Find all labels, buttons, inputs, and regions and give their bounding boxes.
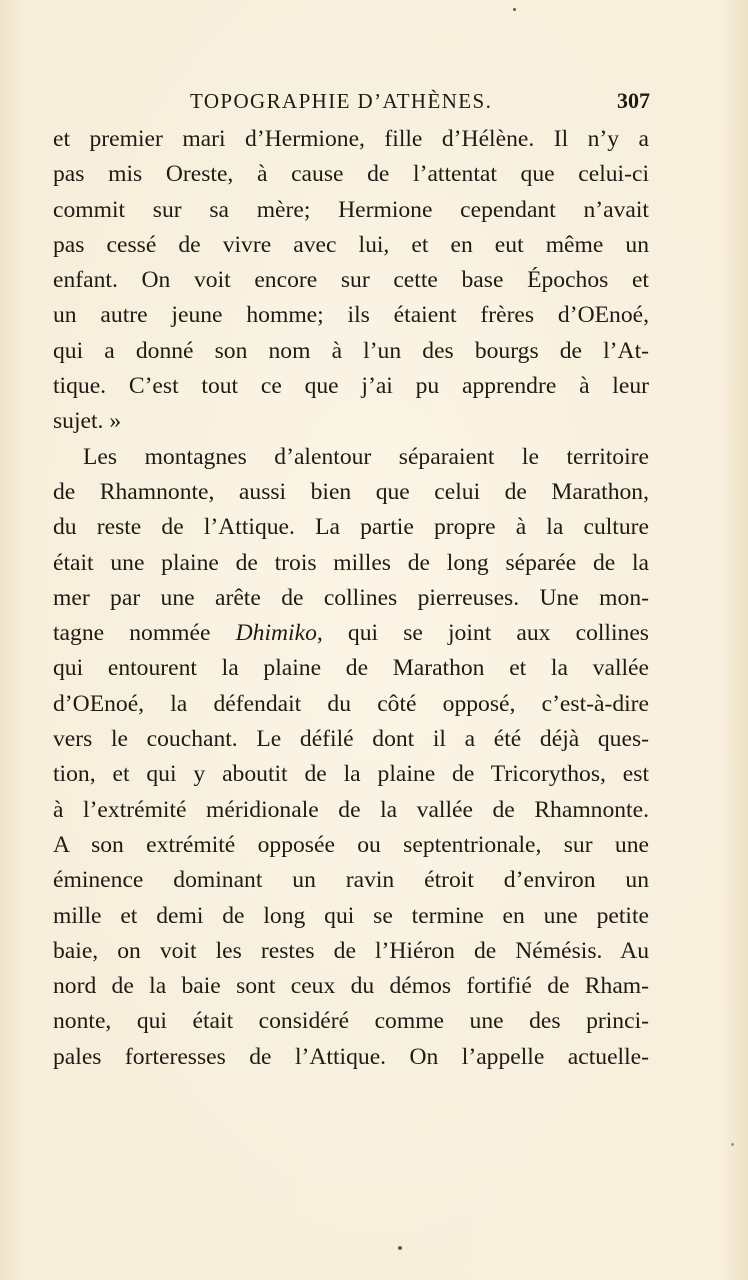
text-line: sujet. » — [53, 408, 122, 435]
text-line: pas mis Oreste, à cause de l’attentat que celui-ci — [53, 161, 649, 188]
text-line: d’OEnoé, la défendait du côté opposé, c’est-à-dire — [53, 690, 649, 717]
text-line: éminence dominant un ravin étroit d’environ un — [53, 867, 649, 894]
text-line: commit sur sa mère; Hermione cependant n’avait — [53, 196, 649, 223]
paper-speck — [513, 8, 516, 11]
text-segment: tagne nommée — [53, 620, 211, 647]
paragraph-first-line: Les montagnes d’alentour séparaient le territoire — [83, 443, 649, 470]
running-title: TOPOGRAPHIE D’ATHÈNES. — [190, 89, 493, 113]
text-line: baie, on voit les restes de l’Hiéron de Némésis. Au — [53, 937, 649, 964]
italic-place-name: Dhimiko, — [235, 620, 323, 647]
text-line: mille et demi de long qui se termine en une petite — [53, 902, 649, 929]
paper-speck — [398, 1246, 402, 1250]
text-line: pas cessé de vivre avec lui, et en eut même un — [53, 231, 649, 258]
text-segment: qui se joint aux collines — [347, 620, 649, 647]
text-line: tique. C’est tout ce que j’ai pu apprendre à leur — [53, 373, 649, 400]
text-line-with-italic — [53, 616, 649, 651]
text-line: nord de la baie sont ceux du démos fortifié de Rham- — [53, 973, 649, 1000]
text-line: qui entourent la plaine de Marathon et la vallée — [53, 655, 649, 682]
page-number: 307 — [617, 88, 650, 113]
text-line: un autre jeune homme; ils étaient frères d’OEnoé, — [53, 302, 649, 329]
text-line: à l’extrémité méridionale de la vallée de Rhamnonte. — [53, 796, 649, 823]
paper-speck — [731, 1143, 734, 1146]
text-line: tion, et qui y aboutit de la plaine de Tricorythos, est — [53, 761, 649, 788]
text-line: nonte, qui était considéré comme une des princi- — [53, 1008, 649, 1035]
text-line: enfant. On voit encore sur cette base Épochos et — [53, 267, 649, 294]
text-line: était une plaine de trois milles de long séparée de la — [53, 549, 649, 576]
text-line: vers le couchant. Le défilé dont il a été déjà ques- — [53, 726, 649, 753]
text-line: A son extrémité opposée ou septentrionale, sur une — [53, 831, 649, 858]
text-line: mer par une arête de collines pierreuses. Une mon- — [53, 584, 649, 611]
text-line: pales forteresses de l’Attique. On l’appelle actuelle- — [53, 1043, 649, 1070]
text-line: de Rhamnonte, aussi bien que celui de Marathon, — [53, 478, 649, 505]
text-line: et premier mari d’Hermione, fille d’Hélène. Il n’y a — [53, 126, 649, 152]
page-header — [50, 86, 650, 118]
body-text — [53, 122, 649, 1075]
text-line: du reste de l’Attique. La partie propre à la culture — [53, 514, 649, 541]
text-line: qui a donné son nom à l’un des bourgs de l’At- — [53, 337, 649, 364]
